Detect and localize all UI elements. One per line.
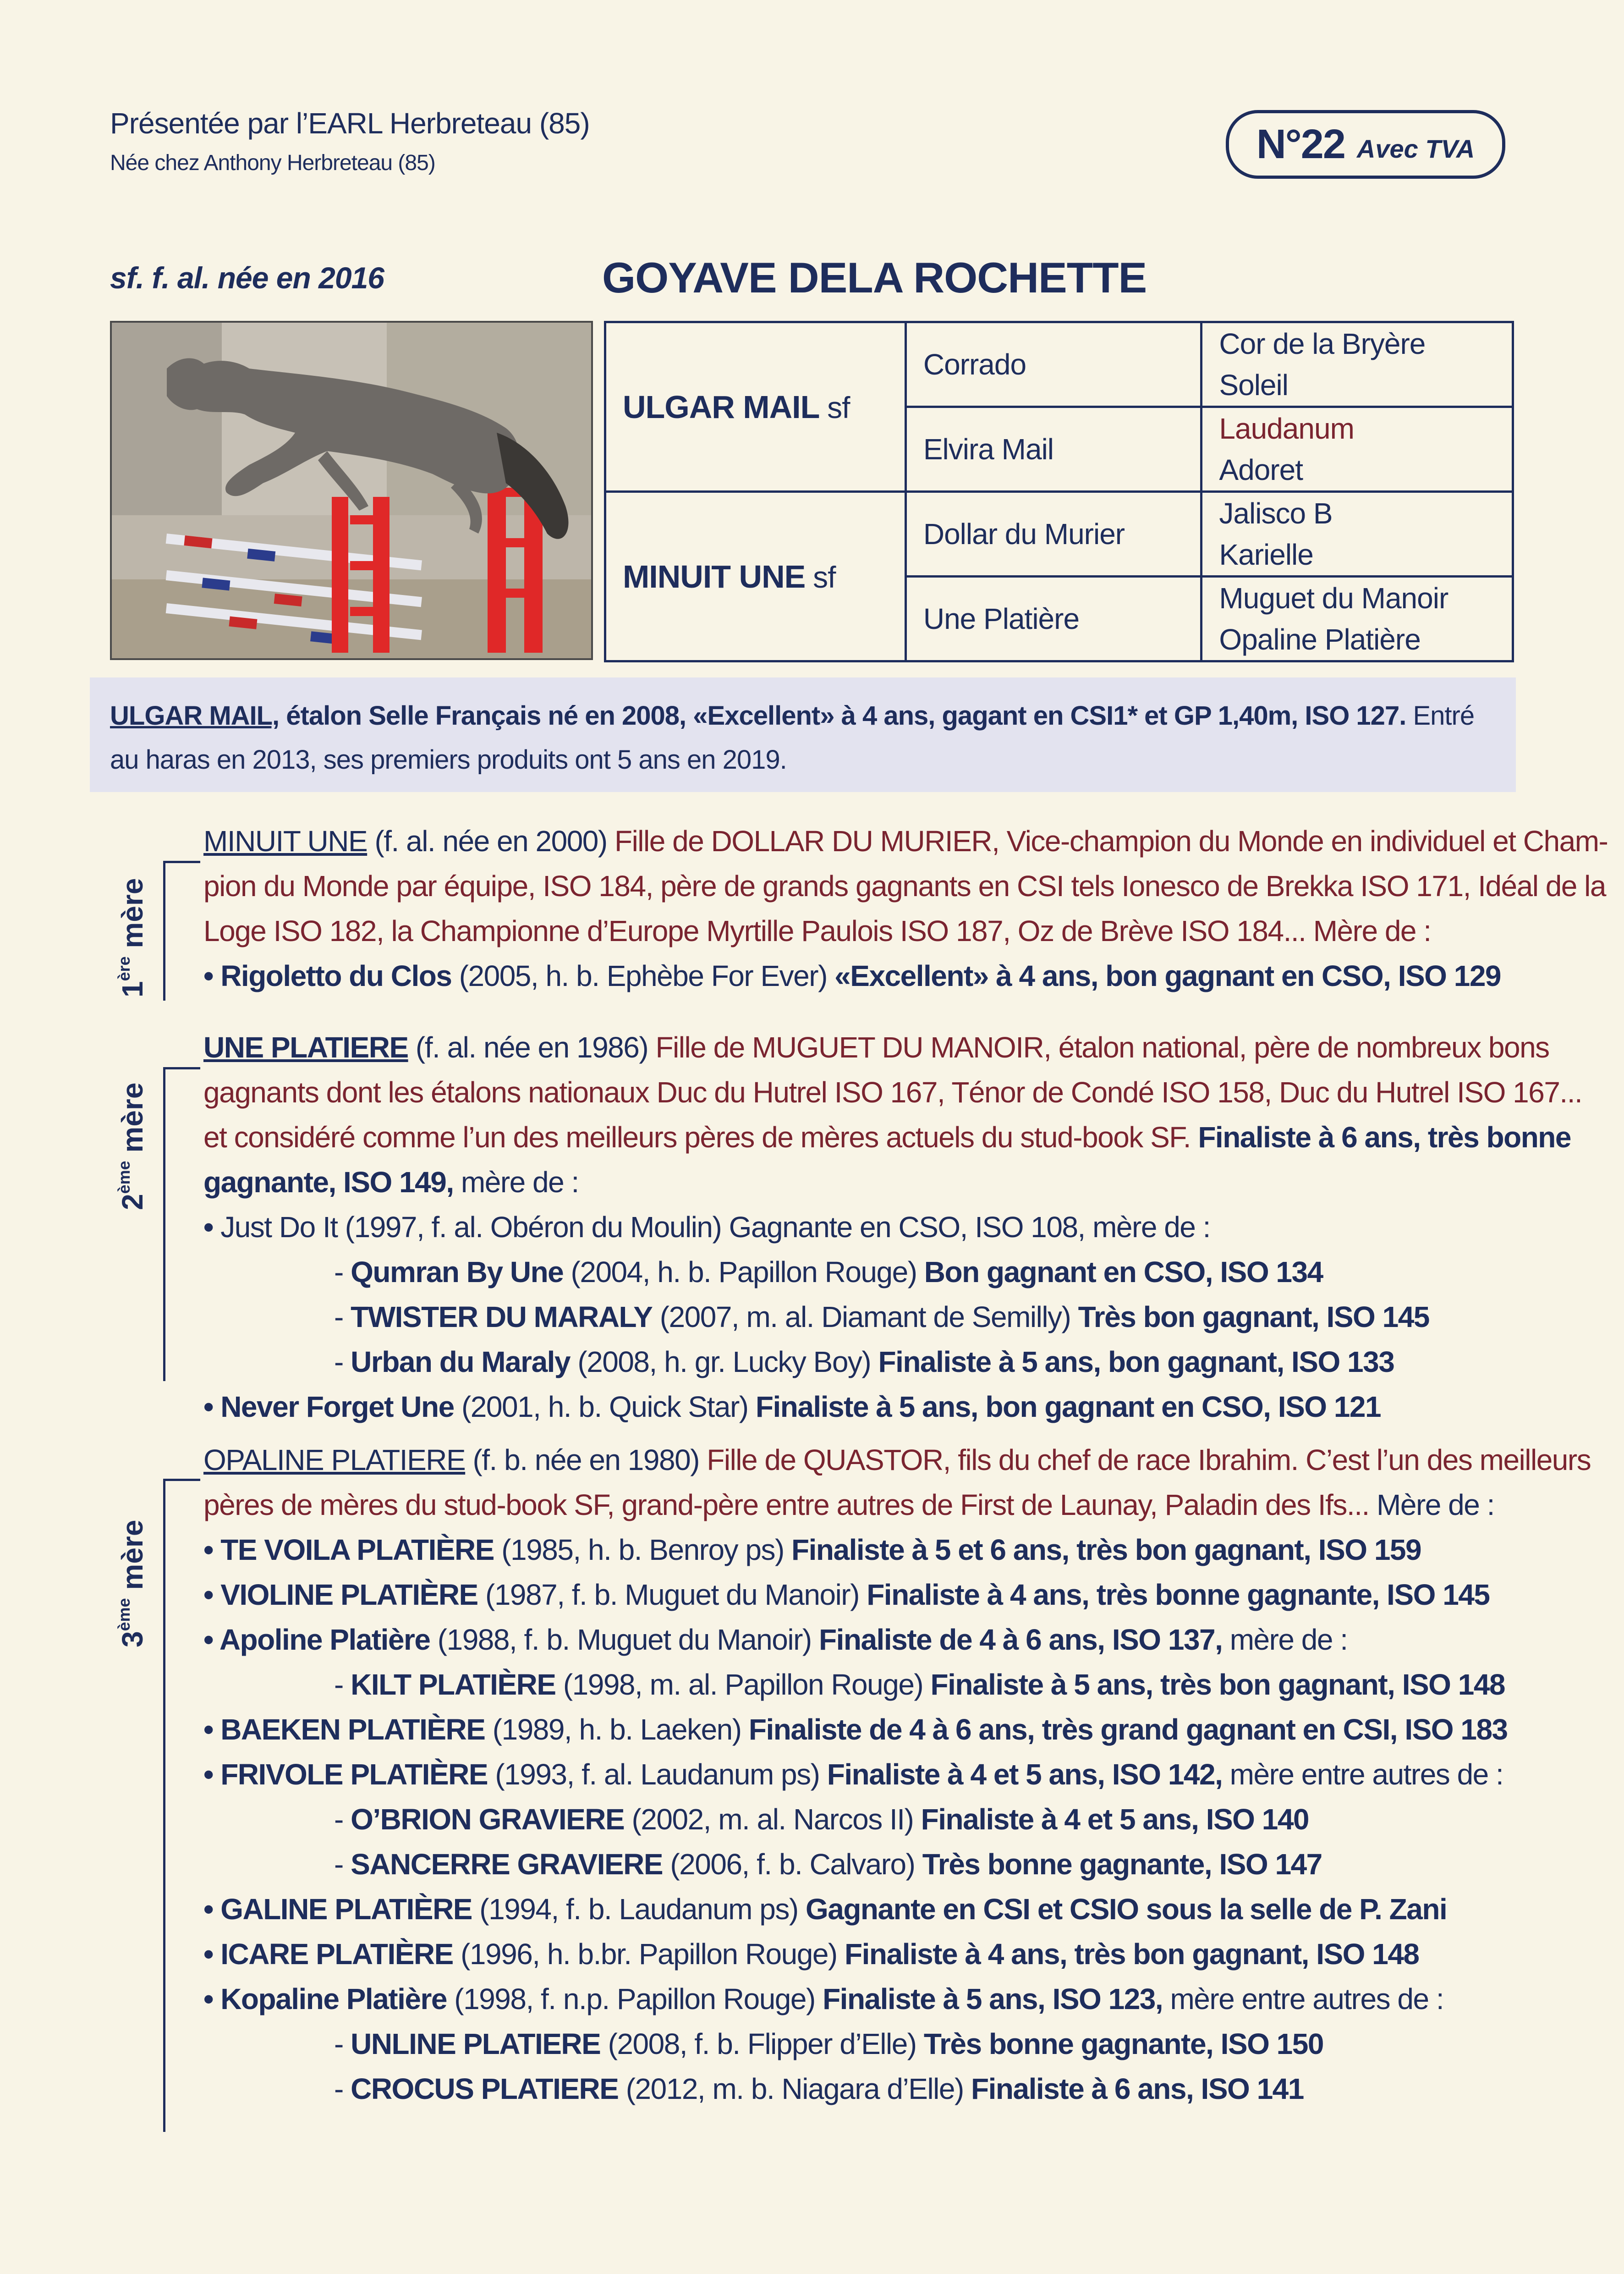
presenter: Présentée par l’EARL Herbreteau (85) — [110, 107, 590, 140]
sire-info-name: ULGAR MAIL, — [110, 701, 280, 731]
horse-description: sf. f. al. née en 2016 — [110, 261, 384, 295]
third-dam-progeny-4: • BAEKEN PLATIÈRE (1989, h. b. Laeken) Finaliste de 4 à 6 ans, très grand gagnant en CSI, ISO 183 — [203, 1707, 1523, 1752]
first-dam-label: 1ère mère — [115, 878, 149, 997]
lot-vat: Avec TVA — [1356, 134, 1475, 163]
pedigree-sd: Elvira Mail — [905, 407, 1202, 492]
pedigree-sd-parents: Laudanum Adoret — [1202, 407, 1513, 492]
lot-badge — [1226, 110, 1505, 179]
second-dam-section: UNE PLATIERE (f. al. née en 1986) Fille de MUGUET DU MANOIR, étalon national, père de nombreux bons gagnants dont les étalons nationaux Duc du Hutrel ISO 167, Ténor de Condé ISO 158, Duc du Hutrel ISO 167... et considéré comme l’un des meilleurs pères de mères actuels du stud-book SF. Finaliste à 6 ans, très bonne gagnante, ISO 149, mère de : • Just Do It (1997, f. al. Obéron du Moulin) Gagnante en CSO, ISO 108, mère de : - Qumran By Une (2004, h. b. Papillon Rouge) Bon gagnant en CSO, ISO 134 - TWISTER DU MARALY (2007, m. al. Diamant de Semilly) Très bon gagnant, ISO 145 - Urban du Maraly (2008, h. gr. Lucky Boy) Finaliste à 5 ans, bon gagnant, ISO 133 • Never Forget Une (2001, h. b. Quick Star) Finaliste à 5 ans, bon gagnant en CSO, ISO 121 — [203, 1025, 1523, 1429]
second-dam-grandprogeny-1: - Qumran By Une (2004, h. b. Papillon Rouge) Bon gagnant en CSO, ISO 134 — [334, 1255, 1323, 1288]
sire-info-bold: étalon Selle Français né en 2008, «Excellent» à 4 ans, gagant en CSI1* et GP 1,40m, ISO 127. — [279, 701, 1406, 731]
sire-info-text1: Entré — [1406, 701, 1475, 731]
third-dam-progeny-5: • FRIVOLE PLATIÈRE (1993, f. al. Laudanum ps) Finaliste à 4 et 5 ans, ISO 142, mère entre autres de : — [203, 1752, 1523, 1797]
first-dam-progeny: • Rigoletto du Clos (2005, h. b. Ephèbe For Ever) «Excellent» à 4 ans, bon gagnant en CSO, ISO 129 — [203, 953, 1523, 998]
third-dam-section: OPALINE PLATIERE (f. b. née en 1980) Fille de QUASTOR, fils du chef de race Ibrahim. C’est l’un des meilleurs pères de mères du stud-book SF, grand-père entre autres de First de Launay, Paladin des Ifs... Mère de : • TE VOILA PLATIÈRE (1985, h. b. Benroy ps) Finaliste à 5 et 6 ans, très bon gagnant, ISO 159 • VIOLINE PLATIÈRE (1987, f. b. Muguet du Manoir) Finaliste à 4 ans, très bonne gagnante, ISO 145 • Apoline Platière (1988, f. b. Muguet du Manoir) Finaliste de 4 à 6 ans, ISO 137, mère de : - KILT PLATIÈRE (1998, m. al. Papillon Rouge) Finaliste à 5 ans, très bon gagnant, ISO 148 • BAEKEN PLATIÈRE (1989, h. b. Laeken) Finaliste de 4 à 6 ans, très grand gagnant en CSI, ISO 183 • FRIVOLE PLATIÈRE (1993, f. al. Laudanum ps) Finaliste à 4 et 5 ans, ISO 142, mère entre autres de : - O’BRION GRAVIERE (2002, m. al. Narcos II) Finaliste à 4 et 5 ans, ISO 140 - SANCERRE GRAVIERE (2006, f. b. Calvaro) Très bonne gagnante, ISO 147 • GALINE PLATIÈRE (1994, f. b. Laudanum ps) Gagnante en CSI et CSIO sous la selle de P. Zani • ICARE PLATIÈRE (1996, h. b.br. Papillon Rouge) Finaliste à 4 ans, très bon gagnant, ISO 148 • Kopaline Platière (1998, f. n.p. Papillon Rouge) Finaliste à 5 ans, ISO 123, mère entre autres de : - UNLINE PLATIERE (2008, f. b. Flipper d’Elle) Très bonne gagnante, ISO 150 - CROCUS PLATIERE (2012, m. b. Niagara d’Elle) Finaliste à 6 ans, ISO 141 — [203, 1437, 1523, 2111]
third-dam-progeny-1: • TE VOILA PLATIÈRE (1985, h. b. Benroy ps) Finaliste à 5 et 6 ans, très bon gagnant, ISO 159 — [203, 1527, 1523, 1572]
third-dam-progeny-3: • Apoline Platière (1988, f. b. Muguet du Manoir) Finaliste de 4 à 6 ans, ISO 137, mère de : — [203, 1617, 1523, 1662]
third-dam-progeny-7: • ICARE PLATIÈRE (1996, h. b.br. Papillon Rouge) Finaliste à 4 ans, très bon gagnant, ISO 148 — [203, 1932, 1523, 1977]
third-dam-progeny-6: • GALINE PLATIÈRE (1994, f. b. Laudanum ps) Gagnante en CSI et CSIO sous la selle de P. Zani — [203, 1887, 1523, 1932]
third-dam-grandprogeny-1: - KILT PLATIÈRE (1998, m. al. Papillon Rouge) Finaliste à 5 ans, très bon gagnant, ISO 148 — [334, 1668, 1505, 1701]
pedigree-dd-parents: Muguet du Manoir Opaline Platière — [1202, 577, 1513, 661]
horse-name: GOYAVE DELA ROCHETTE — [602, 253, 1147, 302]
second-dam-name: UNE PLATIERE — [203, 1031, 408, 1064]
pedigree-dam: MINUIT UNE sf — [605, 492, 906, 661]
sire-info-band — [90, 677, 1516, 792]
first-dam-name: MINUIT UNE — [203, 825, 368, 858]
third-dam-name: OPALINE PLATIERE — [203, 1443, 466, 1476]
sire-info-text2: au haras en 2013, ses premiers produits ont 5 ans en 2019. — [110, 745, 787, 775]
lot-number: N°22 — [1256, 121, 1345, 167]
third-dam-label: 3ème mère — [115, 1520, 149, 1647]
pedigree-ss-parents: Cor de la Bryère Soleil — [1202, 322, 1513, 407]
second-dam-grandprogeny-3: - Urban du Maraly (2008, h. gr. Lucky Boy) Finaliste à 5 ans, bon gagnant, ISO 133 — [334, 1345, 1394, 1378]
third-dam-grandprogeny-5: - CROCUS PLATIERE (2012, m. b. Niagara d’Elle) Finaliste à 6 ans, ISO 141 — [334, 2072, 1304, 2105]
pedigree-sire: ULGAR MAIL sf — [605, 322, 906, 492]
pedigree-ds: Dollar du Murier — [905, 492, 1202, 577]
third-dam-bracket — [163, 1479, 200, 2132]
first-dam-section: MINUIT UNE (f. al. née en 2000) Fille de DOLLAR DU MURIER, Vice-champion du Monde en individuel et Cham- pion du Monde par équipe, ISO 184, père de grands gagnants en CSI tels Ionesco de Brekka ISO 171, Idéal de la Loge ISO 182, la Championne d’Europe Myrtille Paulois ISO 187, Oz de Brève ISO 184... Mère de : • Rigoletto du Clos (2005, h. b. Ephèbe For Ever) «Excellent» à 4 ans, bon gagnant en CSO, ISO 129 — [203, 819, 1523, 998]
pedigree-ss: Corrado — [905, 322, 1202, 407]
second-dam-label: 2ème mère — [115, 1082, 149, 1210]
third-dam-grandprogeny-3: - SANCERRE GRAVIERE (2006, f. b. Calvaro) Très bonne gagnante, ISO 147 — [334, 1848, 1322, 1881]
third-dam-progeny-8: • Kopaline Platière (1998, f. n.p. Papillon Rouge) Finaliste à 5 ans, ISO 123, mère entre autres de : — [203, 1977, 1523, 2021]
pedigree-dd: Une Platière — [905, 577, 1202, 661]
third-dam-grandprogeny-2: - O’BRION GRAVIERE (2002, m. al. Narcos II) Finaliste à 4 et 5 ans, ISO 140 — [334, 1803, 1309, 1836]
second-dam-progeny-2: • Never Forget Une (2001, h. b. Quick Star) Finaliste à 5 ans, bon gagnant en CSO, ISO 121 — [203, 1384, 1523, 1429]
pedigree-ds-parents: Jalisco B Karielle — [1202, 492, 1513, 577]
first-dam-bracket — [163, 861, 200, 1001]
breeder: Née chez Anthony Herbreteau (85) — [110, 151, 435, 175]
second-dam-progeny-1: • Just Do It (1997, f. al. Obéron du Moulin) Gagnante en CSO, ISO 108, mère de : — [203, 1205, 1523, 1250]
second-dam-grandprogeny-2: - TWISTER DU MARALY (2007, m. al. Diamant de Semilly) Très bon gagnant, ISO 145 — [334, 1300, 1429, 1333]
third-dam-grandprogeny-4: - UNLINE PLATIERE (2008, f. b. Flipper d’Elle) Très bonne gagnante, ISO 150 — [334, 2027, 1323, 2060]
horse-photo — [110, 321, 593, 660]
jumping-horse-photo-icon — [112, 323, 593, 660]
second-dam-bracket — [163, 1067, 200, 1381]
third-dam-progeny-2: • VIOLINE PLATIÈRE (1987, f. b. Muguet du Manoir) Finaliste à 4 ans, très bonne gagnante, ISO 145 — [203, 1572, 1523, 1617]
